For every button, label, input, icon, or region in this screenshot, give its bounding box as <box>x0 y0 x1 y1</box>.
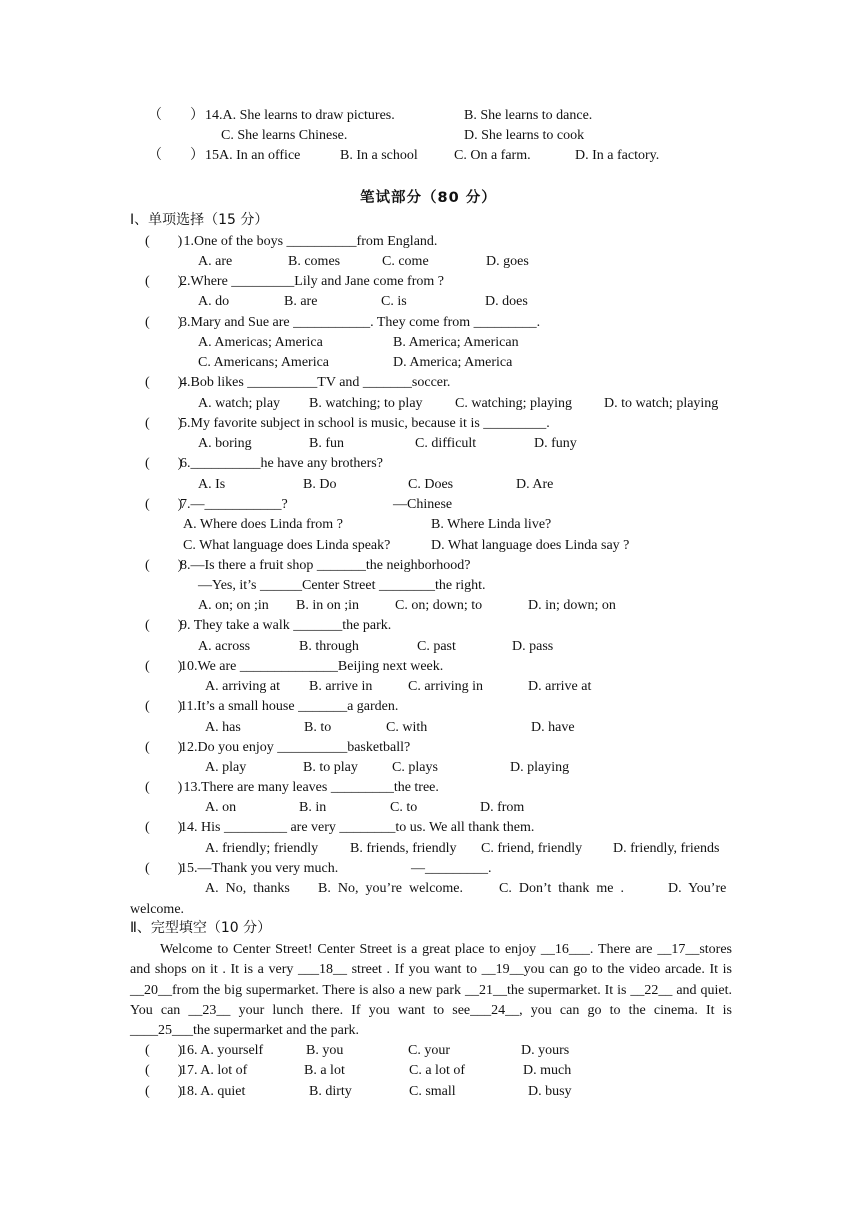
q13-stem: 13.There are many leaves _________the tree. <box>180 780 439 795</box>
q1-option-a[interactable]: A. are <box>198 254 233 269</box>
q15-option-b[interactable]: B. No, you’re welcome. <box>318 881 464 896</box>
q6-option-d[interactable]: D. Are <box>516 477 554 492</box>
q5-option-c[interactable]: C. difficult <box>415 436 477 451</box>
q18-option-c[interactable]: C. small <box>409 1084 456 1099</box>
q5-option-a[interactable]: A. boring <box>198 436 252 451</box>
q17-bracket[interactable]: ( ) <box>145 1063 183 1078</box>
q10-option-c[interactable]: C. arriving in <box>408 679 484 694</box>
q11-option-c[interactable]: C. with <box>386 720 428 735</box>
q5-option-d[interactable]: D. funy <box>534 436 577 451</box>
q17-option-d[interactable]: D. much <box>523 1063 572 1078</box>
q13-bracket[interactable]: ( ) <box>145 780 183 795</box>
q17-option-b[interactable]: B. a lot <box>304 1063 345 1078</box>
q2-option-d[interactable]: D. does <box>485 294 528 309</box>
q10-option-b[interactable]: B. arrive in <box>309 679 373 694</box>
q1-option-d[interactable]: D. goes <box>486 254 529 269</box>
q9-option-a[interactable]: A. across <box>198 639 251 654</box>
q8-option-b[interactable]: B. in on ;in <box>296 598 360 613</box>
q8-stem: 8.—Is there a fruit shop _______the neighborhood? <box>180 558 471 573</box>
q14-option-c[interactable]: C. friend, friendly <box>481 841 583 856</box>
q14-stem: 14. His _________ are very ________to us. We all thank them. <box>180 820 535 835</box>
q12-option-c[interactable]: C. plays <box>392 760 438 775</box>
q8-option-d[interactable]: D. in; down; on <box>528 598 616 613</box>
q2-option-c[interactable]: C. is <box>381 294 407 309</box>
q4-stem: 4.Bob likes __________TV and _______soccer. <box>180 375 451 390</box>
q16-option-c[interactable]: C. your <box>408 1043 450 1058</box>
q14-option-d[interactable]: D. friendly, friends <box>613 841 720 856</box>
listening-q14-option-c: C. She learns Chinese. <box>221 128 348 143</box>
q15-answer-line: —_________. <box>411 861 492 876</box>
q10-option-a[interactable]: A. arriving at <box>205 679 281 694</box>
q16-option-a[interactable]: 16. A. yourself <box>180 1043 264 1058</box>
q7-bracket[interactable]: ( ) <box>145 497 183 512</box>
q7-option-c[interactable]: C. What language does Linda speak? <box>183 538 391 553</box>
q4-option-d[interactable]: D. to watch; playing <box>604 396 719 411</box>
listening-q15-option-b: B. In a school <box>340 148 418 163</box>
q3-option-a[interactable]: A. Americas; America <box>198 335 323 350</box>
q10-option-d[interactable]: D. arrive at <box>528 679 592 694</box>
q1-option-b[interactable]: B. comes <box>288 254 341 269</box>
q1-option-c[interactable]: C. come <box>382 254 429 269</box>
q16-option-b[interactable]: B. you <box>306 1043 344 1058</box>
q8-option-a[interactable]: A. on; on ;in <box>198 598 269 613</box>
q11-option-d[interactable]: D. have <box>531 720 575 735</box>
q14-bracket[interactable]: ( ) <box>145 820 183 835</box>
q6-bracket[interactable]: ( ) <box>145 456 183 471</box>
q14-option-b[interactable]: B. friends, friendly <box>350 841 457 856</box>
listening-q14-option-b: B. She learns to dance. <box>464 108 593 123</box>
q8-option-c[interactable]: C. on; down; to <box>395 598 483 613</box>
section-2-title: Ⅱ、完型填空（10 分） <box>130 920 272 936</box>
q9-stem: 9. They take a walk _______the park. <box>180 618 392 633</box>
q18-option-d[interactable]: D. busy <box>528 1084 572 1099</box>
q10-bracket[interactable]: ( ) <box>145 659 183 674</box>
q8-bracket[interactable]: ( ) <box>145 558 183 573</box>
q12-option-d[interactable]: D. playing <box>510 760 570 775</box>
q9-option-c[interactable]: C. past <box>417 639 456 654</box>
q12-stem: 12.Do you enjoy __________basketball? <box>180 740 411 755</box>
q13-option-c[interactable]: C. to <box>390 800 418 815</box>
q2-option-b[interactable]: B. are <box>284 294 318 309</box>
q13-option-b[interactable]: B. in <box>299 800 327 815</box>
q7-option-d[interactable]: D. What language does Linda say ? <box>431 538 630 553</box>
q1-stem: 1.One of the boys __________from England. <box>180 234 438 249</box>
q1-bracket[interactable]: ( ) <box>145 234 183 249</box>
section-1-title: Ⅰ、单项选择（15 分） <box>130 212 269 228</box>
written-part-title: 笔试部分（80 分） <box>360 190 497 206</box>
listening-q14-option-d: D. She learns to cook <box>464 128 585 143</box>
q3-bracket[interactable]: ( ) <box>145 315 183 330</box>
q12-option-b[interactable]: B. to play <box>303 760 358 775</box>
listening-q15-bracket[interactable]: （ ） <box>148 148 204 163</box>
q18-bracket[interactable]: ( ) <box>145 1084 183 1099</box>
q6-stem: 6.__________he have any brothers? <box>180 456 383 471</box>
q13-option-a[interactable]: A. on <box>205 800 237 815</box>
q7-stem: 7.—___________? <box>180 497 288 512</box>
q15-option-d-wrap: welcome. <box>130 902 185 917</box>
q17-option-c[interactable]: C. a lot of <box>409 1063 465 1078</box>
q12-bracket[interactable]: ( ) <box>145 740 183 755</box>
listening-q14-option-a: 14.A. She learns to draw pictures. <box>205 108 395 123</box>
cloze-passage-text: Welcome to Center Street! Center Street is a great place to enjoy __16___. There are __17__stores and shops on it . It is a very ___18__ street . If you want to __19__you can go to the video arcade. It is __20__from the big supermarket. There is also a new park __21__the supermarket. It is __22__ and quiet. You can __23__ your lunch there. If you want to see___24__, you can go to the cinema. It is ____25___the supermarket and the park. <box>130 942 732 1039</box>
q5-stem: 5.My favorite subject in school is music, because it is _________. <box>180 416 550 431</box>
q11-option-a[interactable]: A. has <box>205 720 241 735</box>
listening-q15-option-c: C. On a farm. <box>454 148 531 163</box>
q6-option-a[interactable]: A. Is <box>198 477 226 492</box>
listening-q15-option-a: 15A. In an office <box>205 148 301 163</box>
q18-option-a[interactable]: 18. A. quiet <box>180 1084 246 1099</box>
q6-option-c[interactable]: C. Does <box>408 477 454 492</box>
q5-option-b[interactable]: B. fun <box>309 436 344 451</box>
q11-bracket[interactable]: ( ) <box>145 699 183 714</box>
q5-bracket[interactable]: ( ) <box>145 416 183 431</box>
q3-option-c[interactable]: C. Americans; America <box>198 355 330 370</box>
listening-q15-option-d: D. In a factory. <box>575 148 660 163</box>
q11-stem: 11.It’s a small house _______a garden. <box>180 699 399 714</box>
q4-option-a[interactable]: A. watch; play <box>198 396 281 411</box>
q2-option-a[interactable]: A. do <box>198 294 230 309</box>
q7-answer-line: —Chinese <box>393 497 453 512</box>
q16-bracket[interactable]: ( ) <box>145 1043 183 1058</box>
q15-stem: 15.—Thank you very much. <box>180 861 339 876</box>
cloze-passage <box>130 940 732 1041</box>
q7-option-a[interactable]: A. Where does Linda from ? <box>183 517 343 532</box>
q2-stem: 2.Where _________Lily and Jane come from ? <box>180 274 444 289</box>
q12-option-a[interactable]: A. play <box>205 760 247 775</box>
q9-bracket[interactable]: ( ) <box>145 618 183 633</box>
q15-bracket[interactable]: ( ) <box>145 861 183 876</box>
q15-option-c[interactable]: C. Don’t thank me . <box>499 881 624 896</box>
q4-option-b[interactable]: B. watching; to play <box>309 396 423 411</box>
q18-option-b[interactable]: B. dirty <box>309 1084 352 1099</box>
q3-option-b[interactable]: B. America; American <box>393 335 519 350</box>
q3-option-d[interactable]: D. America; America <box>393 355 513 370</box>
q4-option-c[interactable]: C. watching; playing <box>455 396 573 411</box>
q4-bracket[interactable]: ( ) <box>145 375 183 390</box>
q16-option-d[interactable]: D. yours <box>521 1043 570 1058</box>
q15-option-a[interactable]: A. No, thanks <box>205 881 290 896</box>
q14-option-a[interactable]: A. friendly; friendly <box>205 841 319 856</box>
q6-option-b[interactable]: B. Do <box>303 477 337 492</box>
q9-option-d[interactable]: D. pass <box>512 639 554 654</box>
q15-option-d[interactable]: D. You’re <box>668 881 727 896</box>
q7-option-b[interactable]: B. Where Linda live? <box>431 517 552 532</box>
q9-option-b[interactable]: B. through <box>299 639 359 654</box>
q2-bracket[interactable]: ( ) <box>145 274 183 289</box>
q3-stem: 3.Mary and Sue are ___________. They come from _________. <box>180 315 541 330</box>
q13-option-d[interactable]: D. from <box>480 800 525 815</box>
listening-q14-bracket[interactable]: （ ） <box>148 108 204 123</box>
q11-option-b[interactable]: B. to <box>304 720 332 735</box>
q10-stem: 10.We are ______________Beijing next week. <box>180 659 444 674</box>
q17-option-a[interactable]: 17. A. lot of <box>180 1063 248 1078</box>
q8-stem-line2: —Yes, it’s ______Center Street ________the right. <box>198 578 486 593</box>
